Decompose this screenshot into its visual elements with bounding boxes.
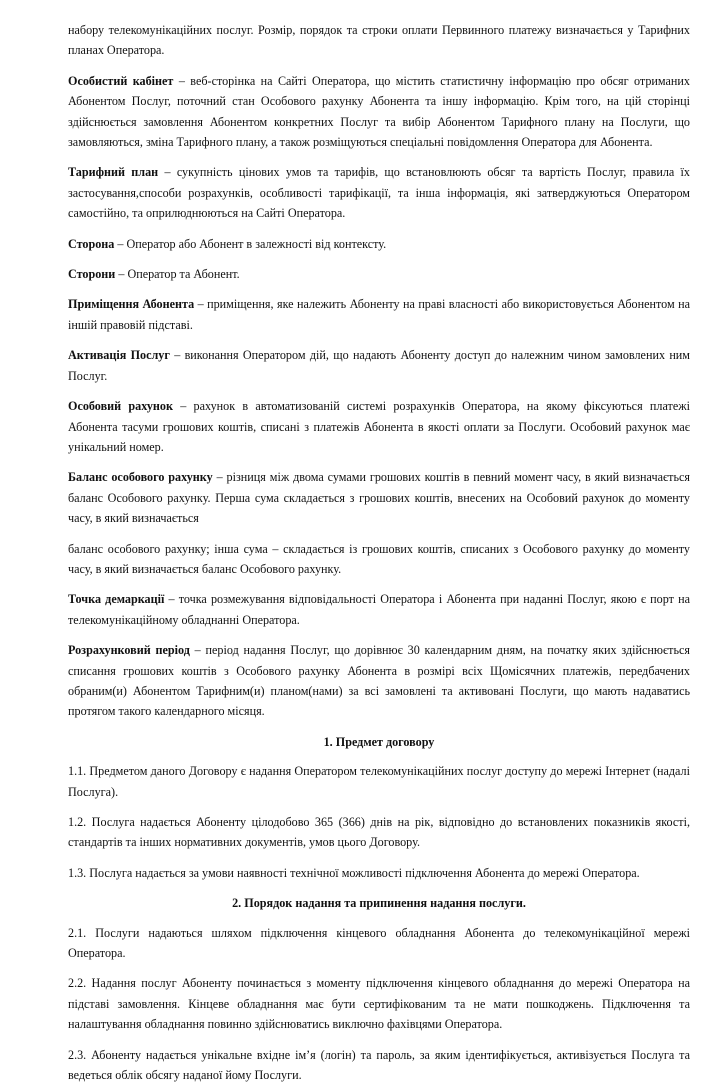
clause-2-1: 2.1. Послуги надаються шляхом підключення кінцевого обладнання Абонента до телекомунікаційної мережі Оператора. [68, 925, 690, 961]
clause-1-3: 1.3. Послуга надається за умови наявності технічної можливості підключення Абонента до мережі Оператора. [68, 865, 640, 880]
definition-subscriber-premises [68, 294, 690, 335]
definition-term: Розрахунковий період [68, 643, 190, 658]
paragraph-text: баланс особового рахунку; інша сума – складається із грошових коштів, списаних з Особового рахунку до моменту часу, в який визначається баланс Особового рахунку. [68, 541, 690, 576]
definition-term: Особистий кабінет [68, 73, 174, 88]
paragraph-text: набору телекомунікаційних послуг. Розмір, порядок та строки оплати Первинного платежу визначається у Тарифних планах Оператора. [68, 23, 690, 58]
definition-text: – сукупність цінових умов та тарифів, що встановлюють обсяг та вартість Послуг, правила їх застосування,способи розрахунків, особливості тарифікації, та інша інформація, які затверджуються Оператором самостійно, та оприлюднюються на Сайті Оператора. [68, 165, 690, 221]
clause-2-3: 2.3. Абоненту надається унікальне вхідне ім’я (логін) та пароль, за яким ідентифікується, активізується Послуга та ведеться облік обсягу наданої йому Послуги. [68, 1047, 690, 1083]
section-heading-service-procedure: 2. Порядок надання та припинення надання послуги. [232, 896, 526, 911]
definition-party [68, 234, 690, 254]
definition-tariff-plan [68, 162, 690, 223]
definition-service-activation [68, 345, 690, 386]
section-heading-subject: 1. Предмет договору [323, 734, 435, 749]
definition-text: – виконання Оператором дій, що надають Абоненту доступ до належним чином замовлених ним Послуг. [68, 348, 690, 383]
definition-term: Сторони [68, 267, 116, 282]
definition-term: Точка демаркації [68, 592, 165, 607]
clause-1-1: 1.1. Предметом даного Договору є надання Оператором телекомунікаційних послуг доступу до мережі Інтернет (надалі Послуга). [68, 764, 690, 799]
definition-term: Тарифний план [68, 165, 159, 180]
definition-term: Приміщення Абонента [68, 297, 195, 312]
definition-term: Особовий рахунок [68, 399, 173, 414]
paragraph-first-payment-continued [68, 20, 690, 61]
definition-text: – період надання Послуг, що дорівнює 30 календарним дням, на початку яких здійснюється списання грошових коштів з Особового рахунку Абонента в розмірі всіх Щомісячних платежів, передбачених обраним(и) Абонентом Тарифним(и) планом(нами) за всі замовлені та активовані Послуги, що мають надаватись протягом такого календарного місяця. [68, 643, 690, 719]
definition-text: – рахунок в автоматизованій системі розрахунків Оператора, на якому фіксуються платежі Абонента тасуми грошових коштів, списані з платежів Абонента в якості оплати за Послуги. Особовий рахунок має унікальний номер. [68, 399, 690, 454]
definition-personal-cabinet [68, 71, 690, 153]
definition-billing-period [68, 640, 690, 722]
definition-personal-account [68, 396, 690, 457]
definition-term: Активація Послуг [68, 348, 170, 363]
definition-text: – Оператор або Абонент в залежності від контексту. [114, 236, 387, 251]
definition-demarcation-point [68, 589, 690, 630]
definition-parties [68, 264, 690, 284]
paragraph-account-balance-continued [68, 539, 690, 580]
definition-term: Баланс особового рахунку [68, 470, 213, 485]
definition-text: – різниця між двома сумами грошових коштів в певний момент часу, в який визначається баланс Особового рахунку. Перша сума складається з грошових коштів, внесених на Особовий рахунок до моменту часу, в який визначається [68, 470, 690, 526]
definition-term: Сторона [68, 236, 115, 251]
definition-text: – веб-сторінка на Сайті Оператора, що містить статистичну інформацію про обсяг отриманих Абонентом Послуг, поточний стан Особового рахунку Абонента та іншу інформацію. Крім того, на цій сторінці здійснюється замовлення Абонентом конкретних Послуг та вибір Абонентом Тарифного плану на Послуги, що замовляються, зміна Тарифного плану, а також розміщуються спеціальні повідомлення Оператора для Абонента. [68, 73, 690, 150]
clause-1-2: 1.2. Послуга надається Абоненту цілодобово 365 (366) днів на рік, відповідно до встановлених показників якості, стандартів та інших нормативних документів, умов цього Договору. [68, 815, 690, 850]
definition-text: – Оператор та Абонент. [115, 267, 240, 282]
definition-text: – приміщення, яке належить Абоненту на праві власності або використовується Абонентом на іншій правовій підставі. [68, 297, 690, 332]
clause-2-2: 2.2. Надання послуг Абоненту починається з моменту підключення кінцевого обладнання до мережі Оператора на підставі замовлення. Кінцеве обладнання має бути сертифікованим та не мати пошкоджень. Підключення та налаштування обладнання повинно здійснюватись виключно фахівцями Оператора. [68, 976, 690, 1032]
definition-account-balance [68, 467, 690, 528]
definition-text: – точка розмежування відповідальності Оператора і Абонента при наданні Послуг, якою є порт на телекомунікаційному обладнанні Оператора. [68, 592, 690, 627]
